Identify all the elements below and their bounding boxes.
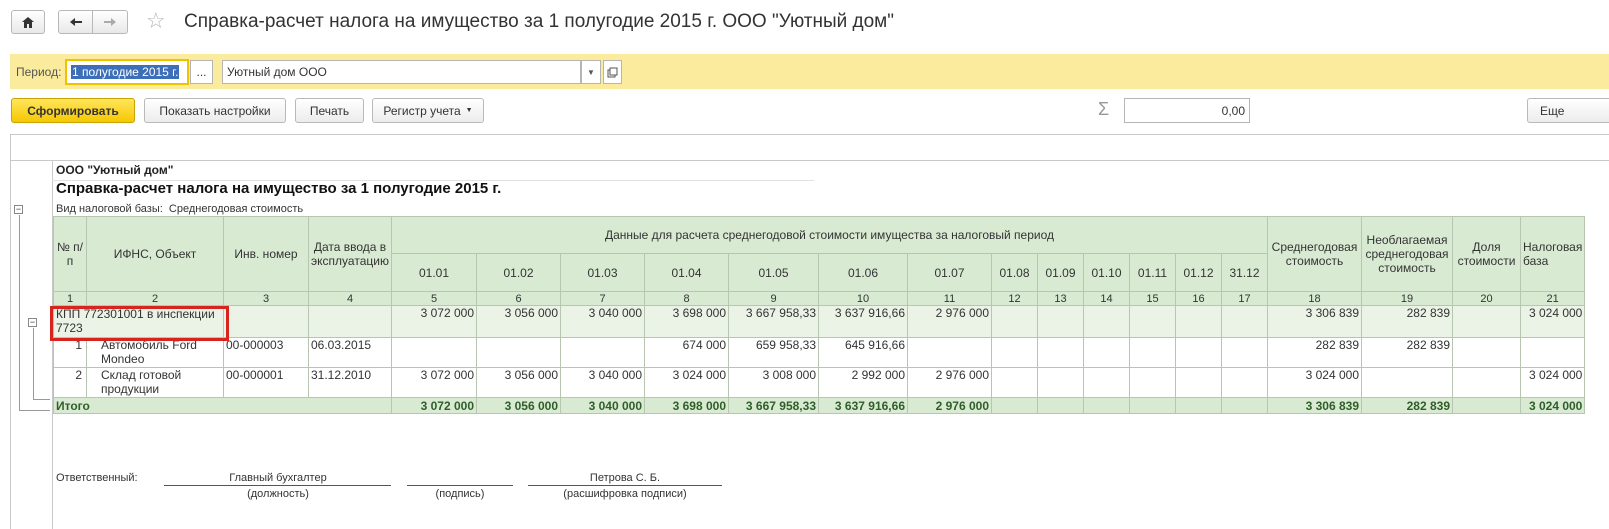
column-number: 2 bbox=[87, 292, 224, 306]
forward-button[interactable] bbox=[92, 10, 128, 34]
month-value bbox=[1084, 338, 1130, 368]
month-value bbox=[1130, 368, 1176, 398]
month-value: 3 637 916,66 bbox=[819, 306, 908, 338]
month-value bbox=[1176, 398, 1222, 414]
collapse-report-icon[interactable]: − bbox=[15, 204, 22, 214]
month-value bbox=[477, 338, 561, 368]
window-title: Справка-расчет налога на имущество за 1 полугодие 2015 г. ООО "Уютный дом" bbox=[184, 11, 894, 32]
object-name: Склад готовой продукции bbox=[87, 368, 224, 398]
month-value bbox=[1084, 398, 1130, 414]
generate-button[interactable]: Сформировать bbox=[11, 98, 135, 123]
column-number: 5 bbox=[392, 292, 477, 306]
organization-open-button[interactable] bbox=[603, 60, 622, 84]
header-month: 01.02 bbox=[477, 254, 561, 292]
highlight-box bbox=[50, 306, 229, 341]
column-number: 12 bbox=[992, 292, 1038, 306]
register-button[interactable]: Регистр учета ▼ bbox=[372, 98, 484, 123]
header-share: Доля стоимости bbox=[1453, 217, 1521, 292]
month-value: 3 072 000 bbox=[392, 398, 477, 414]
header-base: Налоговая база bbox=[1521, 217, 1585, 292]
column-number: 4 bbox=[309, 292, 392, 306]
month-value bbox=[1038, 398, 1084, 414]
column-number: 17 bbox=[1222, 292, 1268, 306]
month-value bbox=[1222, 338, 1268, 368]
month-value bbox=[992, 398, 1038, 414]
open-window-icon bbox=[607, 67, 618, 78]
period-label: Период: bbox=[16, 65, 62, 79]
period-value: 1 полугодие 2015 г. bbox=[72, 65, 179, 79]
month-value bbox=[1176, 368, 1222, 398]
period-select-button[interactable]: ... bbox=[190, 60, 213, 84]
header-num: № п/п bbox=[54, 217, 87, 292]
month-value bbox=[1176, 306, 1222, 338]
name-value: Петрова С. Б. bbox=[589, 472, 661, 484]
month-value: 645 916,66 bbox=[819, 338, 908, 368]
column-number: 19 bbox=[1362, 292, 1453, 306]
collapse-group-icon[interactable]: − bbox=[29, 317, 36, 327]
home-button[interactable] bbox=[11, 10, 45, 34]
column-number: 8 bbox=[645, 292, 729, 306]
organization-value: Уютный дом ООО bbox=[227, 65, 327, 79]
header-month: 01.10 bbox=[1084, 254, 1130, 292]
share-value bbox=[1453, 398, 1521, 414]
month-value bbox=[1084, 306, 1130, 338]
share-value bbox=[1453, 368, 1521, 398]
month-value: 3 056 000 bbox=[477, 368, 561, 398]
month-value bbox=[1038, 338, 1084, 368]
month-value: 2 976 000 bbox=[908, 306, 992, 338]
header-month: 01.12 bbox=[1176, 254, 1222, 292]
avg-value: 282 839 bbox=[1268, 338, 1362, 368]
name-caption: (расшифровка подписи) bbox=[563, 488, 687, 500]
sign-caption: (подпись) bbox=[435, 488, 485, 500]
print-button[interactable]: Печать bbox=[295, 98, 364, 123]
month-value bbox=[1222, 398, 1268, 414]
inv-number: 00-000001 bbox=[224, 368, 309, 398]
object-name: Автомобиль Ford Mondeo bbox=[87, 338, 224, 368]
column-number: 7 bbox=[561, 292, 645, 306]
month-value: 3 698 000 bbox=[645, 306, 729, 338]
column-number: 9 bbox=[729, 292, 819, 306]
nontax-value bbox=[1362, 368, 1453, 398]
month-value bbox=[1084, 368, 1130, 398]
sum-icon: Σ bbox=[1098, 99, 1110, 119]
month-value: 3 072 000 bbox=[392, 368, 477, 398]
commission-date: 06.03.2015 bbox=[309, 338, 392, 368]
dropdown-arrow-icon: ▼ bbox=[587, 67, 595, 77]
share-value bbox=[1453, 338, 1521, 368]
month-value: 3 056 000 bbox=[477, 398, 561, 414]
column-number: 15 bbox=[1130, 292, 1176, 306]
column-number: 20 bbox=[1453, 292, 1521, 306]
header-month: 01.09 bbox=[1038, 254, 1084, 292]
month-value: 3 056 000 bbox=[477, 306, 561, 338]
column-number: 16 bbox=[1176, 292, 1222, 306]
base-value: 3 024 000 bbox=[1521, 368, 1585, 398]
group-name: КПП 772301001 в инспекции 7723 bbox=[54, 306, 224, 338]
month-value: 3 698 000 bbox=[645, 398, 729, 414]
row-num: 2 bbox=[54, 368, 87, 398]
inv-number: 00-000003 bbox=[224, 338, 309, 368]
header-ifns: ИФНС, Объект bbox=[87, 217, 224, 292]
column-number: 1 bbox=[54, 292, 87, 306]
responsible-label: Ответственный: bbox=[56, 472, 138, 484]
month-value: 3 667 958,33 bbox=[729, 306, 819, 338]
month-value: 3 667 958,33 bbox=[729, 398, 819, 414]
show-settings-button[interactable]: Показать настройки bbox=[144, 98, 286, 123]
month-value: 3 024 000 bbox=[645, 368, 729, 398]
empty-cell bbox=[224, 306, 309, 338]
avg-value: 3 306 839 bbox=[1268, 306, 1362, 338]
table-row[interactable] bbox=[54, 338, 1585, 368]
month-value bbox=[992, 368, 1038, 398]
base-value: 3 024 000 bbox=[1521, 398, 1585, 414]
organization-field[interactable] bbox=[222, 60, 581, 84]
month-value: 3 072 000 bbox=[392, 306, 477, 338]
month-value bbox=[1038, 306, 1084, 338]
column-number: 6 bbox=[477, 292, 561, 306]
month-value bbox=[561, 338, 645, 368]
month-value: 2 992 000 bbox=[819, 368, 908, 398]
month-value bbox=[992, 338, 1038, 368]
sum-field: 0,00 bbox=[1124, 98, 1250, 123]
arrow-right-icon bbox=[103, 17, 117, 27]
dropdown-arrow-icon: ▼ bbox=[465, 107, 473, 114]
table-row[interactable] bbox=[54, 368, 1585, 398]
month-value bbox=[992, 306, 1038, 338]
month-value bbox=[1130, 338, 1176, 368]
month-value: 659 958,33 bbox=[729, 338, 819, 368]
month-value bbox=[1130, 398, 1176, 414]
avg-value: 3 306 839 bbox=[1268, 398, 1362, 414]
back-button[interactable] bbox=[58, 10, 93, 34]
report-table bbox=[53, 216, 1585, 414]
column-number: 3 bbox=[224, 292, 309, 306]
nontax-value: 282 839 bbox=[1362, 338, 1453, 368]
home-icon bbox=[21, 16, 35, 29]
column-number: 18 bbox=[1268, 292, 1362, 306]
month-value: 3 040 000 bbox=[561, 306, 645, 338]
column-number: 10 bbox=[819, 292, 908, 306]
column-number: 13 bbox=[1038, 292, 1084, 306]
month-value: 3 040 000 bbox=[561, 398, 645, 414]
header-month: 01.05 bbox=[729, 254, 819, 292]
report-organization: ООО "Уютный дом" bbox=[56, 163, 174, 177]
arrow-left-icon bbox=[69, 17, 83, 27]
total-row bbox=[54, 398, 1585, 414]
month-value: 3 637 916,66 bbox=[819, 398, 908, 414]
header-month: 01.11 bbox=[1130, 254, 1176, 292]
column-number: 11 bbox=[908, 292, 992, 306]
period-field[interactable] bbox=[65, 59, 189, 85]
header-month: 01.08 bbox=[992, 254, 1038, 292]
month-value: 2 976 000 bbox=[908, 368, 992, 398]
month-value bbox=[1176, 338, 1222, 368]
month-value bbox=[1130, 306, 1176, 338]
commission-date: 31.12.2010 bbox=[309, 368, 392, 398]
header-data-group: Данные для расчета среднегодовой стоимости имущества за налоговый период bbox=[392, 217, 1268, 254]
header-month: 01.07 bbox=[908, 254, 992, 292]
header-month: 31.12 bbox=[1222, 254, 1268, 292]
header-inv: Инв. номер bbox=[224, 217, 309, 292]
header-month: 01.01 bbox=[392, 254, 477, 292]
favorite-star-icon[interactable]: ☆ bbox=[146, 8, 166, 33]
report-title: Справка-расчет налога на имущество за 1 полугодие 2015 г. bbox=[56, 180, 502, 197]
position-value: Главный бухгалтер bbox=[229, 472, 327, 484]
month-value bbox=[1038, 368, 1084, 398]
header-month: 01.06 bbox=[819, 254, 908, 292]
share-value bbox=[1453, 306, 1521, 338]
month-value: 3 008 000 bbox=[729, 368, 819, 398]
base-value: 3 024 000 bbox=[1521, 306, 1585, 338]
total-label: Итого bbox=[54, 398, 392, 414]
row-num: 1 bbox=[54, 338, 87, 368]
header-nontax: Необлагаемая среднегодовая стоимость bbox=[1362, 217, 1453, 292]
nontax-value: 282 839 bbox=[1362, 306, 1453, 338]
nontax-value: 282 839 bbox=[1362, 398, 1453, 414]
header-month: 01.03 bbox=[561, 254, 645, 292]
month-value bbox=[908, 338, 992, 368]
month-value bbox=[1222, 306, 1268, 338]
month-value: 2 976 000 bbox=[908, 398, 992, 414]
base-value bbox=[1521, 338, 1585, 368]
month-value: 3 040 000 bbox=[561, 368, 645, 398]
column-number: 21 bbox=[1521, 292, 1585, 306]
empty-cell bbox=[309, 306, 392, 338]
header-month: 01.04 bbox=[645, 254, 729, 292]
tax-base-kind: Вид налоговой базы: Среднегодовая стоимость bbox=[56, 203, 304, 215]
month-value bbox=[1222, 368, 1268, 398]
group-row[interactable] bbox=[54, 306, 1585, 338]
header-avg: Среднегодовая стоимость bbox=[1268, 217, 1362, 292]
header-date: Дата ввода в эксплуатацию bbox=[309, 217, 392, 292]
position-caption: (должность) bbox=[247, 488, 309, 500]
organization-dropdown[interactable] bbox=[581, 60, 601, 84]
more-button[interactable]: Еще bbox=[1527, 98, 1609, 123]
month-value: 674 000 bbox=[645, 338, 729, 368]
avg-value: 3 024 000 bbox=[1268, 368, 1362, 398]
column-number: 14 bbox=[1084, 292, 1130, 306]
month-value bbox=[392, 338, 477, 368]
